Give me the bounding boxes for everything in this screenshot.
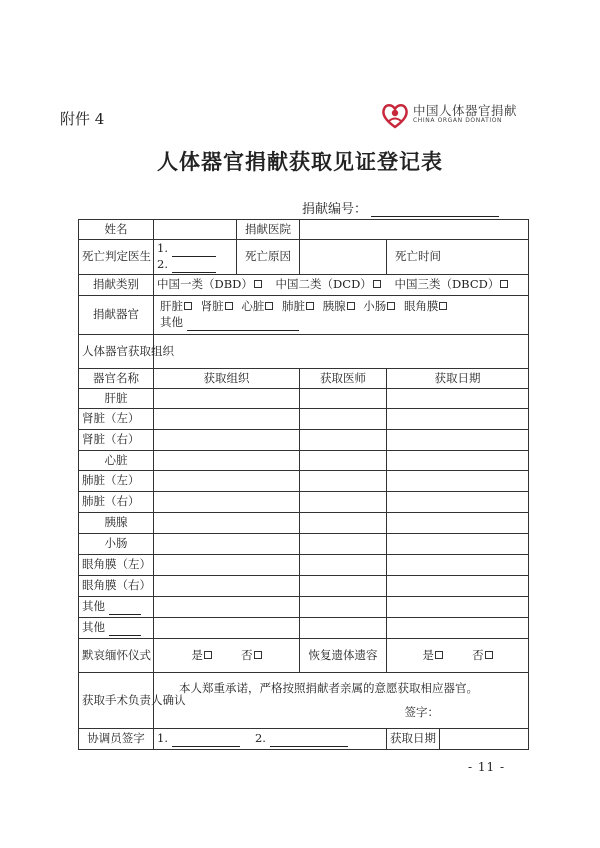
organ-donation-logo — [380, 100, 520, 130]
col-organ-header: 器官名称 — [79, 369, 154, 389]
organ-doctor-cell[interactable] — [300, 492, 387, 513]
organ-date-cell[interactable] — [387, 513, 529, 534]
organ-doctor-cell[interactable] — [300, 576, 387, 597]
organ-other-label: 其他 — [160, 315, 183, 329]
organ-doctor-cell[interactable] — [300, 409, 387, 430]
organ-other-blank[interactable] — [109, 603, 141, 615]
coordinator-fields[interactable]: 1. 2. — [154, 729, 387, 750]
organ-option: 心脏 — [241, 299, 273, 313]
organ-row-other: 其他 — [79, 618, 154, 639]
category-label: 捐献类别 — [79, 275, 154, 296]
organ-option: 小肠 — [363, 299, 395, 313]
organ-doctor-cell[interactable] — [300, 618, 387, 639]
organ-org-cell[interactable] — [154, 389, 300, 409]
organ-row-name: 肾脏（左） — [79, 409, 154, 430]
memorial-options[interactable]: 是 否 — [154, 639, 300, 673]
category-checkbox[interactable] — [373, 280, 381, 288]
organ-row-name: 心脏 — [79, 451, 154, 471]
organ-doctor-cell[interactable] — [300, 430, 387, 451]
death-cause-label: 死亡原因 — [237, 240, 300, 275]
table-row — [79, 451, 529, 471]
coordinator-label: 协调员签字 — [79, 729, 154, 750]
organ-date-cell[interactable] — [387, 451, 529, 471]
col-org-header: 获取组织 — [154, 369, 300, 389]
table-row — [79, 430, 529, 451]
category-option: 中国二类（DCD） — [276, 277, 381, 291]
organ-org-cell[interactable] — [154, 451, 300, 471]
organ-checkbox[interactable] — [265, 302, 273, 310]
organ-org-cell[interactable] — [154, 492, 300, 513]
table-row — [79, 409, 529, 430]
org-field[interactable] — [154, 335, 529, 369]
donation-number-label: 捐献编号： — [302, 202, 368, 217]
hospital-label: 捐献医院 — [237, 220, 300, 240]
organ-option: 肾脏 — [201, 299, 233, 313]
organ-doctor-cell[interactable] — [300, 513, 387, 534]
table-row — [79, 492, 529, 513]
organ-row-other: 其他 — [79, 597, 154, 618]
col-date-header: 获取日期 — [387, 369, 529, 389]
organ-org-cell[interactable] — [154, 597, 300, 618]
organ-date-cell[interactable] — [387, 492, 529, 513]
organ-row-name: 眼角膜（右） — [79, 576, 154, 597]
surgeon-confirm-block[interactable] — [154, 673, 529, 729]
table-row — [79, 576, 529, 597]
retrieval-date-label: 获取日期 — [387, 729, 440, 750]
table-row — [79, 597, 529, 618]
retrieval-date-field[interactable] — [440, 729, 529, 750]
organ-checkbox[interactable] — [225, 302, 233, 310]
memorial-yes-checkbox[interactable] — [204, 651, 212, 659]
organ-date-cell[interactable] — [387, 430, 529, 451]
organs-label: 捐献器官 — [79, 296, 154, 335]
memorial-label: 默哀缅怀仪式 — [79, 639, 154, 673]
organ-org-cell[interactable] — [154, 576, 300, 597]
table-row — [79, 389, 529, 409]
organ-date-cell[interactable] — [387, 618, 529, 639]
coordinator-1-field[interactable] — [172, 735, 240, 747]
table-row — [79, 471, 529, 492]
death-time-label: 死亡时间 — [387, 240, 529, 275]
organ-checkbox[interactable] — [347, 302, 355, 310]
table-row — [79, 555, 529, 576]
organ-option: 胰腺 — [323, 299, 355, 313]
organ-org-cell[interactable] — [154, 555, 300, 576]
organ-checkbox[interactable] — [184, 302, 192, 310]
organ-org-cell[interactable] — [154, 534, 300, 555]
restore-label: 恢复遗体遗容 — [300, 639, 387, 673]
organ-date-cell[interactable] — [387, 409, 529, 430]
organ-date-cell[interactable] — [387, 389, 529, 409]
logo-english: CHINA ORGAN DONATION — [413, 117, 503, 124]
restore-yes-checkbox[interactable] — [435, 651, 443, 659]
heart-logo-icon — [380, 100, 410, 130]
organ-org-cell[interactable] — [154, 409, 300, 430]
restore-options[interactable]: 是 否 — [387, 639, 529, 673]
donation-number — [302, 198, 499, 217]
donation-number-field[interactable] — [371, 202, 499, 217]
name-label: 姓名 — [79, 220, 154, 240]
organ-checkbox[interactable] — [387, 302, 395, 310]
organ-date-cell[interactable] — [387, 555, 529, 576]
organ-doctor-cell[interactable] — [300, 555, 387, 576]
organ-row-name: 肾脏（右） — [79, 430, 154, 451]
organ-other-field[interactable] — [187, 319, 299, 331]
organ-row-name: 小肠 — [79, 534, 154, 555]
organ-doctor-cell[interactable] — [300, 534, 387, 555]
form-title: 人体器官捐献获取见证登记表 — [157, 149, 443, 174]
organ-other-blank[interactable] — [109, 624, 141, 636]
category-options[interactable] — [154, 275, 529, 296]
org-label: 人体器官获取组织 — [79, 335, 154, 369]
organ-options[interactable] — [154, 296, 529, 335]
doctor-1-index: 1. — [157, 241, 168, 256]
organ-org-cell[interactable] — [154, 471, 300, 492]
organ-doctor-cell[interactable] — [300, 597, 387, 618]
name-field[interactable] — [154, 220, 237, 240]
organ-org-cell[interactable] — [154, 430, 300, 451]
memorial-no-checkbox[interactable] — [254, 651, 262, 659]
table-row — [79, 534, 529, 555]
organ-date-cell[interactable] — [387, 471, 529, 492]
registration-form-table — [78, 219, 529, 750]
organ-row-name: 胰腺 — [79, 513, 154, 534]
death-doctor-label: 死亡判定医生 — [79, 240, 154, 275]
organ-doctor-cell[interactable] — [300, 451, 387, 471]
death-cause-field[interactable] — [300, 240, 387, 275]
organ-row-name: 肝脏 — [79, 389, 154, 409]
organ-date-cell[interactable] — [387, 597, 529, 618]
hospital-field[interactable] — [300, 220, 529, 240]
table-row — [79, 618, 529, 639]
organ-org-cell[interactable] — [154, 618, 300, 639]
table-row — [79, 513, 529, 534]
category-option: 中国一类（DBD） — [157, 277, 262, 291]
death-doctor-fields[interactable] — [154, 240, 237, 275]
organ-row-name: 眼角膜（左） — [79, 555, 154, 576]
organ-checkbox[interactable] — [306, 302, 314, 310]
coordinator-2-field[interactable] — [270, 735, 348, 747]
organ-doctor-cell[interactable] — [300, 471, 387, 492]
pledge-text: 本人郑重承诺，严格按照捐献者亲属的意愿获取相应器官。 — [179, 680, 478, 695]
organ-date-cell[interactable] — [387, 576, 529, 597]
category-option: 中国三类（DBCD） — [394, 277, 508, 291]
restore-no-checkbox[interactable] — [485, 651, 493, 659]
organ-org-cell[interactable] — [154, 513, 300, 534]
organ-date-cell[interactable] — [387, 534, 529, 555]
organ-option: 眼角膜 — [404, 299, 448, 313]
category-checkbox[interactable] — [254, 280, 262, 288]
organ-row-name: 肺脏（左） — [79, 471, 154, 492]
organ-option: 肝脏 — [160, 299, 192, 313]
surgeon-confirm-label: 获取手术负责人确认 — [79, 673, 154, 729]
page-number: - 11 - — [468, 760, 506, 774]
organ-checkbox[interactable] — [439, 302, 447, 310]
organ-row-name: 肺脏（右） — [79, 492, 154, 513]
category-checkbox[interactable] — [500, 280, 508, 288]
organ-doctor-cell[interactable] — [300, 389, 387, 409]
organ-option: 肺脏 — [282, 299, 314, 313]
sign-label: 签字： — [404, 704, 440, 719]
logo-name: 中国人体器官捐献 — [413, 103, 518, 118]
doctor-2-index: 2. — [157, 257, 168, 271]
annex-label: 附件 4 — [60, 110, 105, 128]
col-doctor-header: 获取医师 — [300, 369, 387, 389]
